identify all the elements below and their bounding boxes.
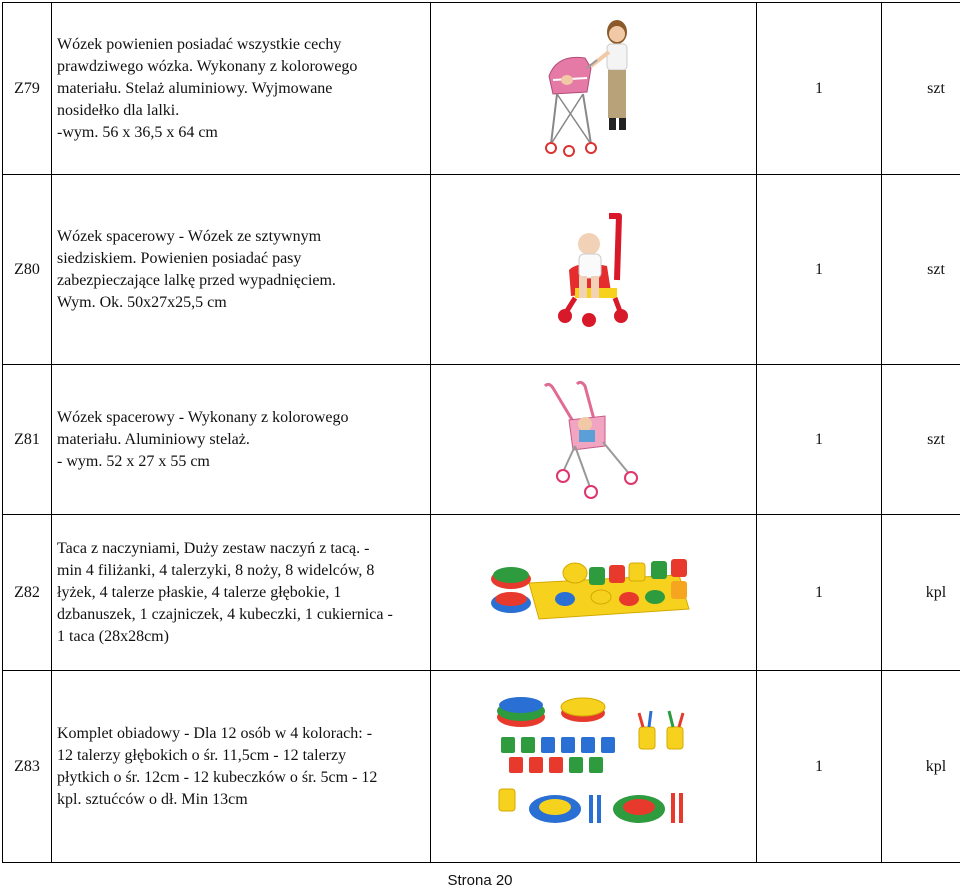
item-code: Z83 [3,671,52,863]
item-unit: szt [882,175,960,365]
item-unit: kpl [882,671,960,863]
item-quantity: 1 [757,365,882,515]
table-row [3,515,960,671]
table-row [3,365,960,515]
dinner-set-image [431,671,757,863]
item-quantity: 1 [757,515,882,671]
item-code: Z81 [3,365,52,515]
item-description: Wózek spacerowy - Wózek ze sztywnym siedziskiem. Powienien posiadać pasy zabezpieczające lalkę przed wypadnięciem. Wym. Ok. 50x27x25,5 cm [52,175,431,365]
item-unit: szt [882,365,960,515]
item-code: Z79 [3,3,52,175]
item-description: Taca z naczyniami, Duży zestaw naczyń z tacą. - min 4 filiżanki, 4 talerzyki, 8 noży, 8 widelców, 8 łyżek, 4 talerze płaskie, 4 talerze głębokie, 1 dzbanuszek, 1 czajniczek, 4 kubeczki, 1 cukiernica - 1 taca (28x28cm) [52,515,431,671]
umbrella-doll-stroller-image [431,365,757,515]
product-table [2,2,960,863]
item-description: Komplet obiadowy - Dla 12 osób w 4 kolorach: - 12 talerzy głębokich o śr. 11,5cm - 12 talerzy płytkich o śr. 12cm - 12 kubeczków o śr. 5cm - 12 kpl. sztućców o dł. Min 13cm [52,671,431,863]
table-row [3,671,960,863]
item-quantity: 1 [757,3,882,175]
tea-set-with-tray-image [431,515,757,671]
rigid-seat-doll-stroller-image [431,175,757,365]
item-code: Z80 [3,175,52,365]
table-row [3,3,960,175]
item-description: Wózek powienien posiadać wszystkie cechy prawdziwego wózka. Wykonany z kolorowego materiału. Stelaż aluminiowy. Wyjmowane nosidełko dla lalki. -wym. 56 x 36,5 x 64 cm [52,3,431,175]
doll-pram-with-girl-image [431,3,757,175]
item-quantity: 1 [757,175,882,365]
item-description: Wózek spacerowy - Wykonany z kolorowego materiału. Aluminiowy stelaż. - wym. 52 x 27 x 55 cm [52,365,431,515]
page-number: Strona 20 [447,872,513,889]
item-unit: szt [882,3,960,175]
item-quantity: 1 [757,671,882,863]
table-row [3,175,960,365]
item-code: Z82 [3,515,52,671]
item-unit: kpl [882,515,960,671]
